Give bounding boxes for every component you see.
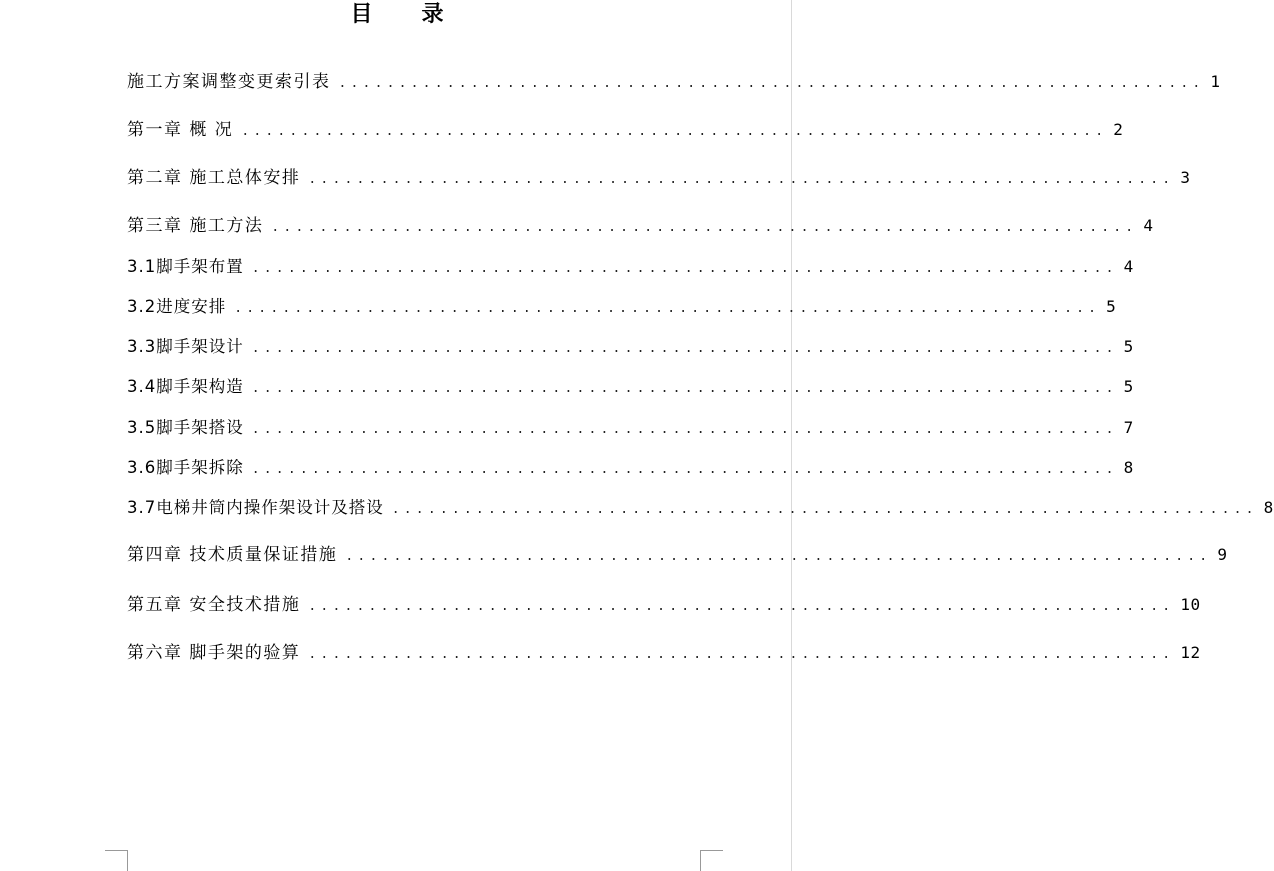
toc-title	[0, 2, 795, 28]
toc-entry-chapter-1[interactable]	[127, 119, 1124, 143]
toc-entry-text: 3.7电梯井筒内操作架设计及搭设	[127, 498, 384, 517]
toc-dot-leader: ........................................................................	[251, 462, 1118, 477]
toc-entry-text: 第五章 安全技术措施	[127, 595, 301, 615]
toc-page-number: 5	[1106, 297, 1117, 316]
toc-entry-chapter-5[interactable]	[127, 594, 1201, 618]
toc-entry-chapter-2[interactable]	[127, 167, 1191, 191]
toc-dot-leader: ........................................................................	[251, 422, 1118, 437]
toc-entry-section-3-4[interactable]	[127, 376, 1134, 400]
toc-dot-leader: ........................................................................	[308, 599, 1175, 614]
toc-dot-leader: ........................................................................	[251, 381, 1118, 396]
toc-entry-section-3-7[interactable]	[127, 497, 1274, 521]
toc-entry-chapter-4[interactable]	[127, 544, 1228, 568]
toc-entry-change-index[interactable]	[127, 71, 1221, 95]
toc-dot-leader: ........................................................................	[308, 647, 1175, 662]
toc-page-number: 4	[1123, 257, 1134, 276]
toc-page-number: 8	[1123, 458, 1134, 477]
toc-title-right-char: 录	[421, 2, 445, 27]
toc-entry-text: 第三章 施工方法	[127, 216, 264, 236]
toc-dot-leader: ........................................................................	[271, 220, 1138, 235]
toc-dot-leader: ........................................................................	[251, 341, 1118, 356]
toc-page-number: 5	[1123, 337, 1134, 356]
toc-page-number: 1	[1210, 72, 1221, 91]
toc-entry-text: 3.3脚手架设计	[127, 337, 244, 356]
toc-entry-text: 3.4脚手架构造	[127, 377, 244, 396]
toc-entry-text: 3.2进度安排	[127, 297, 227, 316]
toc-entry-section-3-5[interactable]	[127, 417, 1134, 441]
page-corner-mark-right	[700, 850, 723, 871]
toc-entry-text: 施工方案调整变更索引表	[127, 72, 331, 92]
toc-entry-section-3-3[interactable]	[127, 336, 1134, 360]
toc-title-left-char: 目	[350, 2, 374, 27]
page-corner-mark-left	[105, 850, 128, 871]
toc-page-number: 9	[1217, 545, 1228, 564]
toc-page-number: 2	[1113, 120, 1124, 139]
toc-page-number: 3	[1180, 168, 1191, 187]
toc-entry-text: 第四章 技术质量保证措施	[127, 545, 338, 565]
toc-entry-text: 3.5脚手架搭设	[127, 418, 244, 437]
toc-dot-leader: ........................................................................	[251, 261, 1118, 276]
toc-dot-leader: ........................................................................	[234, 301, 1101, 316]
toc-page-number: 8	[1263, 498, 1274, 517]
toc-dot-leader: ........................................................................	[338, 76, 1205, 91]
toc-entry-section-3-6[interactable]	[127, 457, 1134, 481]
toc-entry-section-3-1[interactable]	[127, 256, 1134, 280]
toc-page-number: 10	[1180, 595, 1201, 614]
toc-entry-text: 3.6脚手架拆除	[127, 458, 244, 477]
toc-entry-section-3-2[interactable]	[127, 296, 1117, 320]
toc-dot-leader: ........................................................................	[345, 549, 1212, 564]
toc-entry-text: 第一章 概 况	[127, 120, 234, 140]
toc-page-number: 4	[1143, 216, 1154, 235]
toc-entry-text: 3.1脚手架布置	[127, 257, 244, 276]
toc-entry-text: 第二章 施工总体安排	[127, 168, 301, 188]
toc-dot-leader: ........................................................................	[308, 172, 1175, 187]
toc-page-number: 12	[1180, 643, 1201, 662]
toc-entry-chapter-3[interactable]	[127, 215, 1154, 239]
toc-entry-text: 第六章 脚手架的验算	[127, 643, 301, 663]
toc-dot-leader: ........................................................................	[241, 124, 1108, 139]
toc-dot-leader: ........................................................................	[391, 502, 1258, 517]
toc-page-number: 7	[1123, 418, 1134, 437]
toc-page-number: 5	[1123, 377, 1134, 396]
toc-entry-chapter-6[interactable]	[127, 642, 1201, 666]
